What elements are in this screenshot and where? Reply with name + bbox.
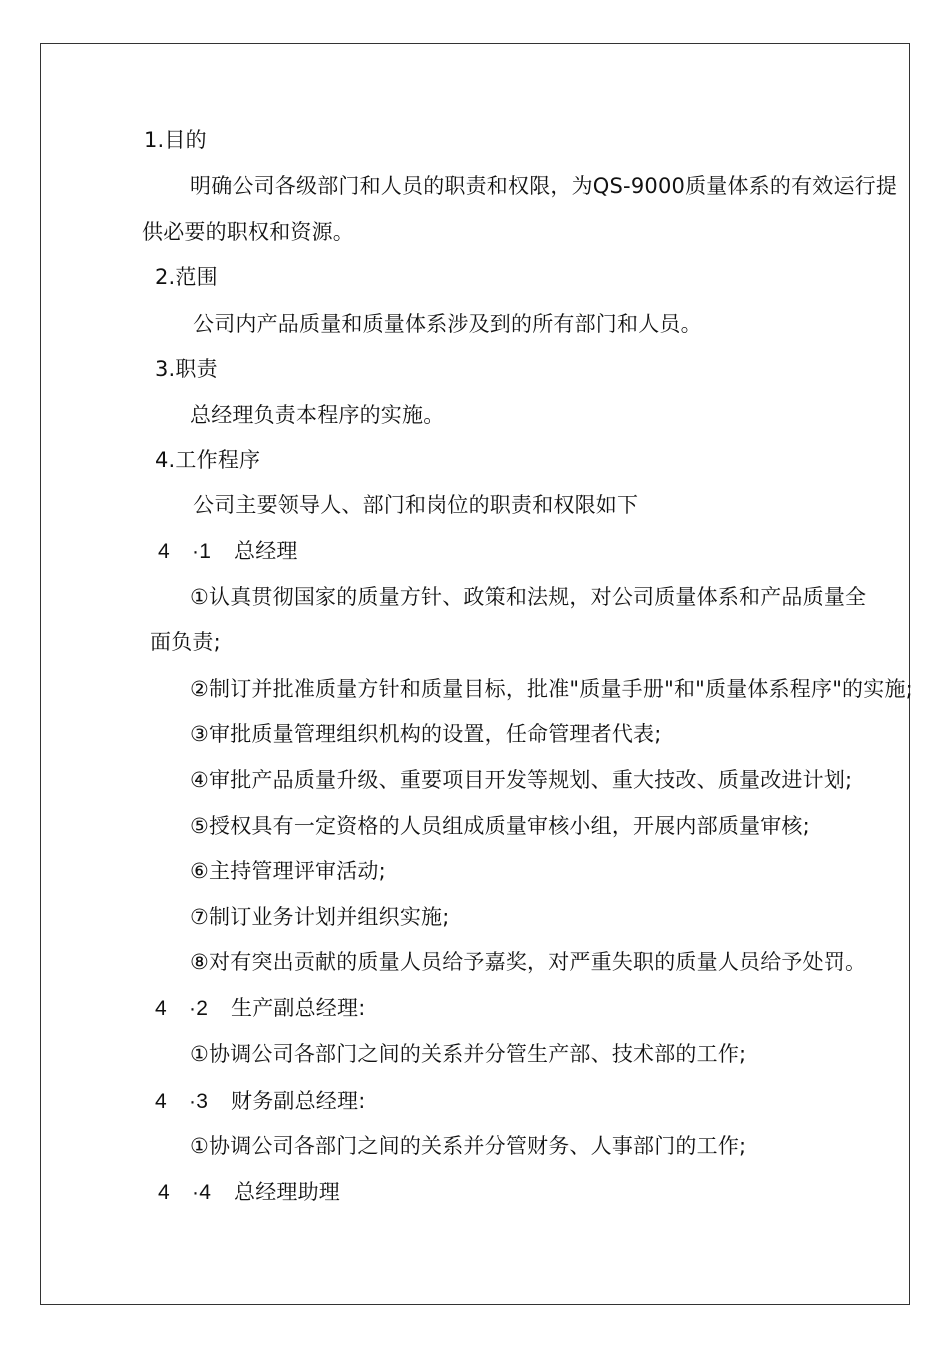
section-3-heading: 3.职责 [155, 357, 218, 381]
subsection-4-1-number: 4 [158, 540, 170, 563]
subsection-4-2-item-1: ①协调公司各部门之间的关系并分管生产部、技术部的工作; [190, 1042, 747, 1066]
section-3-paragraph: 总经理负责本程序的实施。 [190, 403, 445, 427]
section-1-paragraph-line-2: 供必要的职权和资源。 [142, 220, 354, 244]
subsection-4-1-item-7: ⑦制订业务计划并组织实施; [190, 905, 450, 929]
subsection-4-2-title: 生产副总经理: [231, 996, 366, 1020]
section-1-paragraph-line-1: 明确公司各级部门和人员的职责和权限，为QS-9000质量体系的有效运行提 [190, 174, 898, 198]
subsection-4-3-title: 财务副总经理: [231, 1089, 366, 1113]
subsection-4-4-number: 4 [158, 1181, 170, 1204]
subsection-4-1-item-1-line-2: 面负责; [150, 630, 221, 654]
subsection-4-1-item-6: ⑥主持管理评审活动; [190, 859, 386, 883]
subsection-4-1-item-8: ⑧对有突出贡献的质量人员给予嘉奖，对严重失职的质量人员给予处罚。 [190, 950, 867, 974]
subsection-4-2-subnumber: ·2 [189, 997, 209, 1020]
section-4-heading: 4.工作程序 [155, 448, 261, 472]
subsection-4-3-subnumber: ·3 [189, 1090, 209, 1113]
subsection-4-2-number: 4 [155, 997, 167, 1020]
subsection-4-1-item-1-line-1: ①认真贯彻国家的质量方针、政策和法规，对公司质量体系和产品质量全 [190, 585, 867, 609]
subsection-4-1-title: 总经理 [234, 539, 298, 563]
subsection-4-1-item-2: ②制订并批准质量方针和质量目标，批准"质量手册"和"质量体系程序"的实施; [190, 677, 913, 701]
subsection-4-1-item-3: ③审批质量管理组织机构的设置，任命管理者代表; [190, 722, 662, 746]
subsection-4-1-item-4: ④审批产品质量升级、重要项目开发等规划、重大技改、质量改进计划; [190, 768, 853, 792]
subsection-4-1-subnumber: ·1 [192, 540, 212, 563]
subsection-4-1-heading [158, 537, 298, 566]
section-2-heading: 2.范围 [155, 265, 218, 289]
subsection-4-3-heading [155, 1087, 365, 1116]
subsection-4-4-subnumber: ·4 [192, 1181, 212, 1204]
section-4-intro: 公司主要领导人、部门和岗位的职责和权限如下 [193, 493, 639, 517]
subsection-4-3-item-1: ①协调公司各部门之间的关系并分管财务、人事部门的工作; [190, 1134, 747, 1158]
section-2-paragraph: 公司内产品质量和质量体系涉及到的所有部门和人员。 [193, 312, 702, 336]
subsection-4-4-heading [158, 1178, 340, 1207]
subsection-4-2-heading [155, 994, 365, 1023]
subsection-4-3-number: 4 [155, 1090, 167, 1113]
subsection-4-4-title: 总经理助理 [234, 1180, 340, 1204]
subsection-4-1-item-5: ⑤授权具有一定资格的人员组成质量审核小组，开展内部质量审核; [190, 814, 810, 838]
section-1-heading: 1.目的 [144, 128, 207, 152]
